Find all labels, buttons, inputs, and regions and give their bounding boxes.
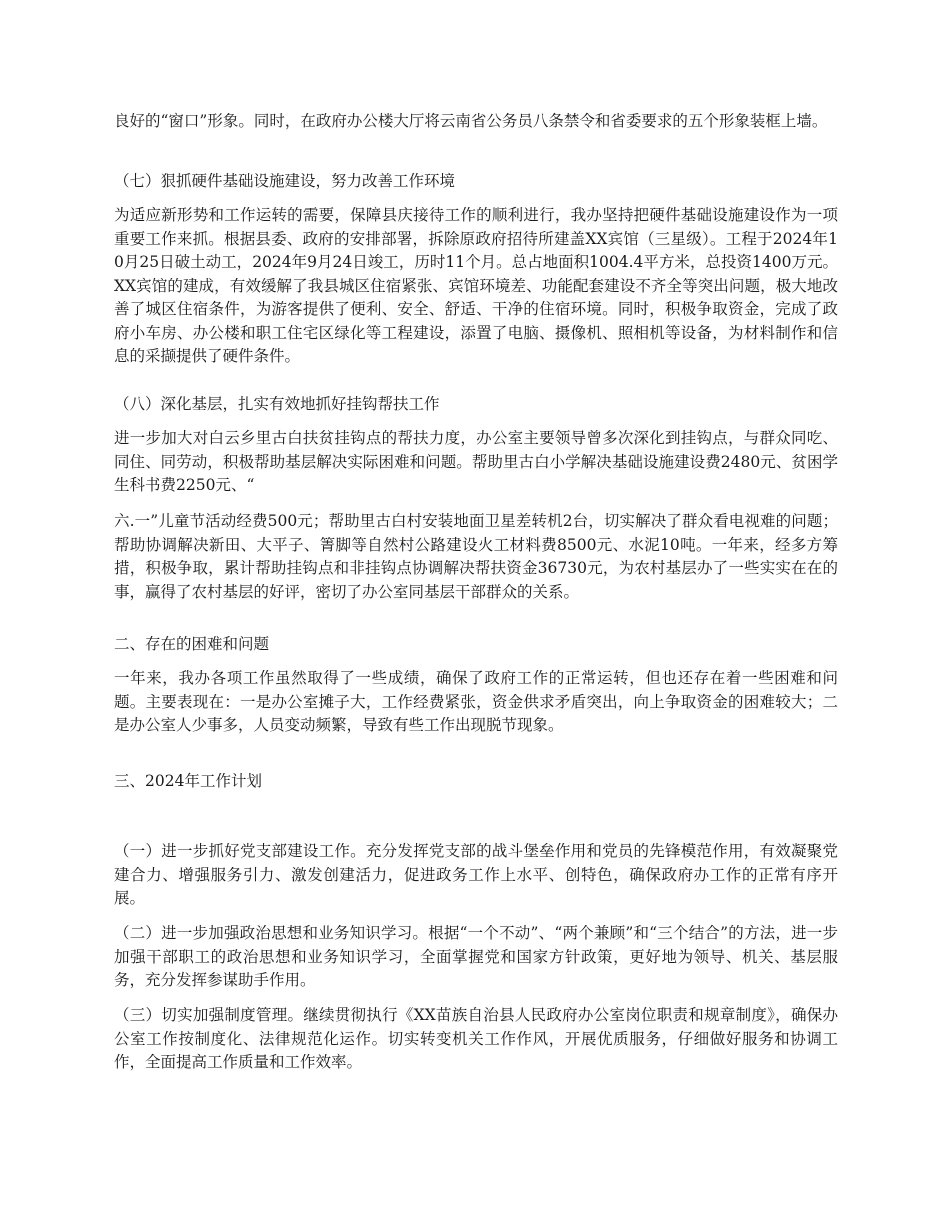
paragraph-window-image: 良好的“窗口”形象。同时，在政府办公楼大厅将云南省公务员八条禁令和省委要求的五个形象装框上墙。 <box>114 112 828 130</box>
paragraph-difficulties-detail: 一年来，我办各项工作虽然取得了一些成绩，确保了政府工作的正常运转，但也还存在着一些困难和问题。主要表现在：一是办公室摊子大，工作经费紧张，资金供求矛盾突出，向上争取资金的困难较大；二是办公室人少事多，人员变动频繁，导致有些工作出现脱节现象。 <box>114 669 838 734</box>
paragraph-political-study: （二）进一步加强政治思想和业务知识学习。根据“一个不动”、“两个兼顾”和“三个结合”的方法，进一步加强干部职工的政治思想和业务知识学习，全面掌握党和国家方针政策，更好地为领导、机关、基层服务，充分发挥参谋助手作用。 <box>114 924 838 989</box>
paragraph-hotel-construction: 为适应新形势和工作运转的需要，保障县庆接待工作的顺利进行，我办坚持把硬件基础设施建设作为一项重要工作来抓。根据县委、政府的安排部署，拆除原政府招待所建盖XX宾馆（三星级）。工程于2024年10月25日破土动工，2024年9月24日竣工，历时11个月。总占地面积1004.4平方米，总投资1400万元。XX宾馆的建成，有效缓解了我县城区住宿紧张、宾馆环境差、功能配套建设不齐全等突出问题，极大地改善了城区住宿条件，为游客提供了便利、安全、舒适、干净的住宿环境。同时，积极争取资金，完成了政府小车房、办公楼和职工住宅区绿化等工程建设，添置了电脑、摄像机、照相机等设备，为材料制作和信息的采撷提供了硬件条件。 <box>114 206 838 365</box>
heading-work-plan-2024: 三、2024年工作计划 <box>114 772 262 790</box>
heading-grassroots-assistance: （八）深化基层，扎实有效地抓好挂钩帮扶工作 <box>114 395 440 413</box>
heading-difficulties-problems: 二、存在的困难和问题 <box>114 635 270 653</box>
paragraph-system-management: （三）切实加强制度管理。继续贯彻执行《XX苗族自治县人民政府办公室岗位职责和规章制度》，确保办公室工作按制度化、法律规范化运作。切实转变机关工作作风，开展优质服务，仔细做好服务和协调工作，全面提高工作质量和工作效率。 <box>114 1006 838 1071</box>
paragraph-poverty-assistance: 进一步加大对白云乡里古白扶贫挂钩点的帮扶力度，办公室主要领导曾多次深化到挂钩点，与群众同吃、同住、同劳动，积极帮助基层解决实际困难和问题。帮助里古白小学解决基础设施建设费2480元、贫困学生科书费2250元、“ <box>114 429 838 494</box>
heading-hardware-infrastructure: （七）狠抓硬件基础设施建设，努力改善工作环境 <box>114 172 456 190</box>
paragraph-party-branch: （一）进一步抓好党支部建设工作。充分发挥党支部的战斗堡垒作用和党员的先锋模范作用，有效凝聚党建合力、增强服务引力、激发创建活力，促进政务工作上水平、创特色，确保政府办工作的正常有序开展。 <box>114 842 838 907</box>
paragraph-childrens-day-funding: 六.一”儿童节活动经费500元；帮助里古白村安装地面卫星差转机2台，切实解决了群众看电视难的问题；帮助协调解决新田、大平子、箐脚等自然村公路建设火工材料费8500元、水泥10吨。一年来，经多方筹措，积极争取，累计帮助挂钩点和非挂钩点协调解决帮扶资金36730元，为农村基层办了一些实实在在的事，赢得了农村基层的好评，密切了办公室同基层干部群众的关系。 <box>114 512 838 601</box>
